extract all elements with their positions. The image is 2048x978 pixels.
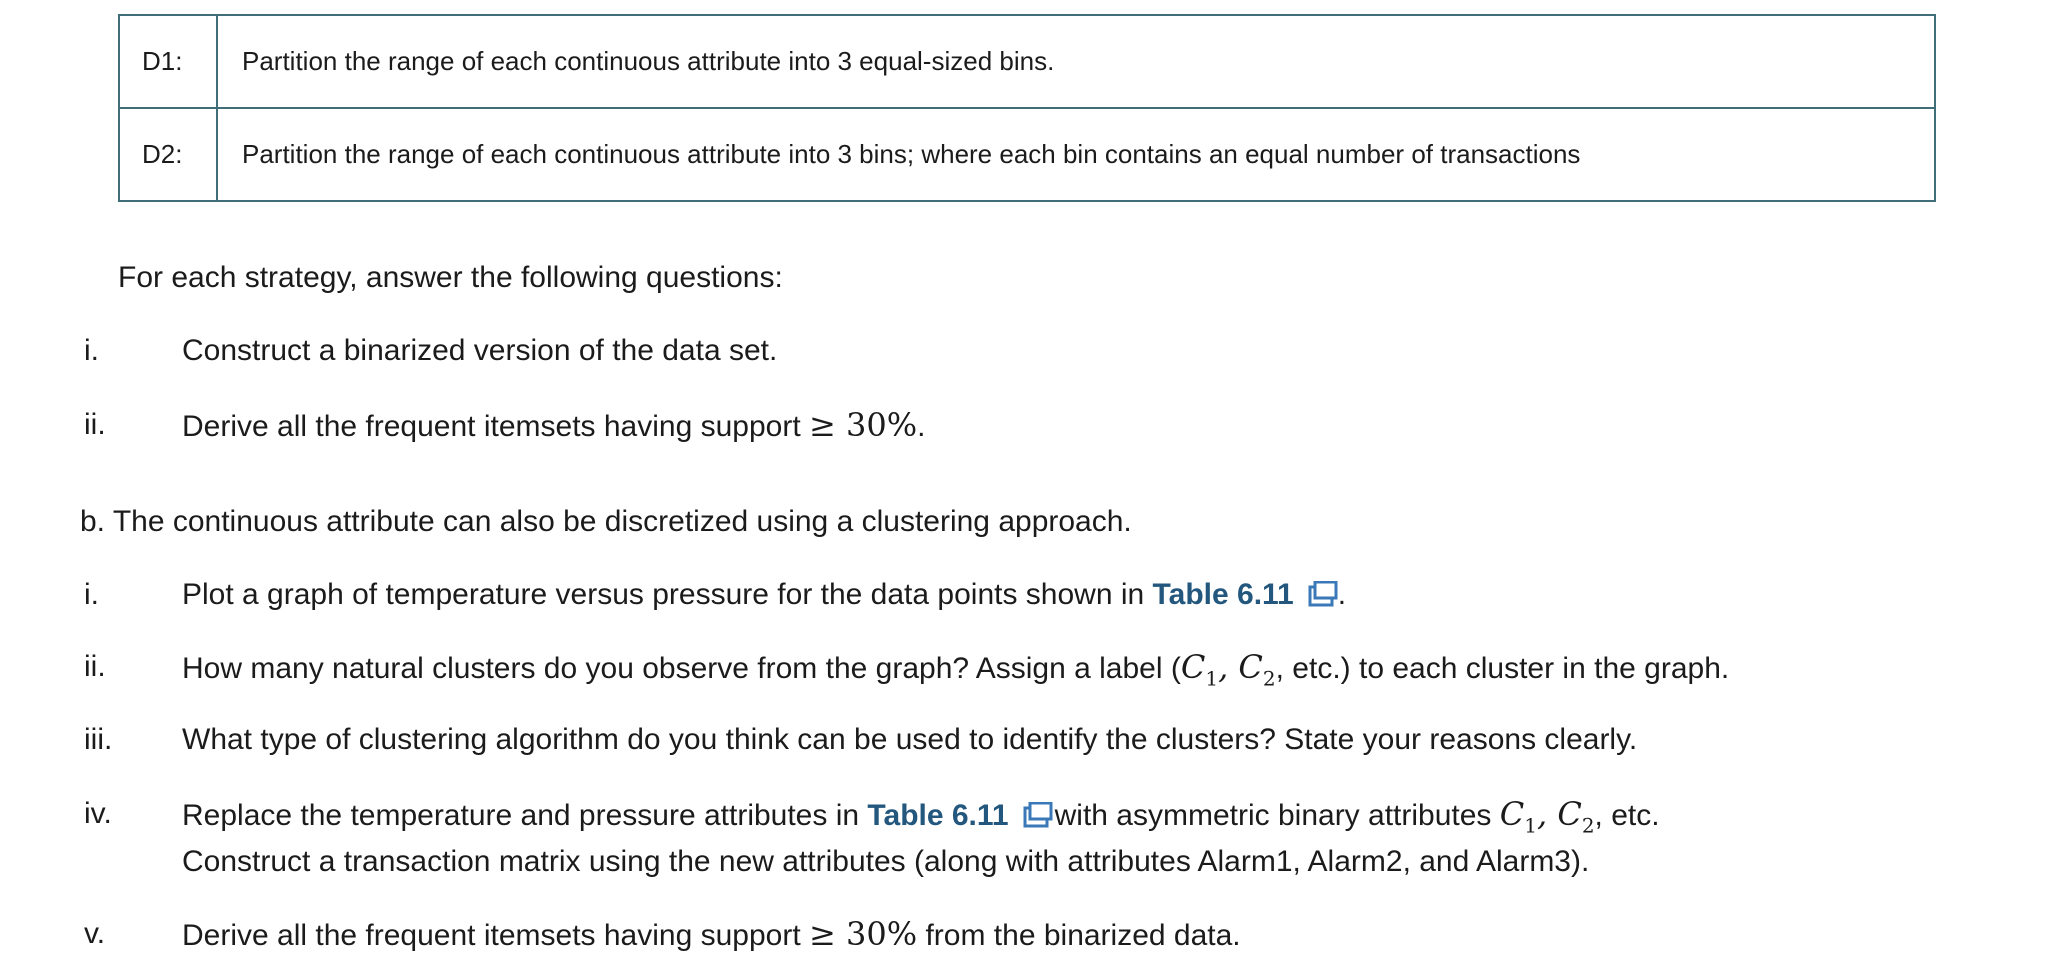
question-text-line2: Construct a transaction matrix using the new attributes (along with attributes Alarm1, Alarm2, and Alarm3).: [182, 845, 1590, 878]
item-number: iv.: [84, 797, 112, 830]
cluster-label-math: $C_1$, $C_2$: [1180, 648, 1276, 691]
question-text: Derive all the frequent itemsets having support: [182, 919, 801, 952]
question-text: Derive all the frequent itemsets having support: [182, 410, 801, 443]
open-in-new-window-icon[interactable]: [1308, 578, 1338, 618]
discretization-strategy-table: [118, 14, 1936, 202]
question-text-mid: with asymmetric binary attributes: [1054, 799, 1492, 832]
strategy-key: D1:: [119, 15, 217, 108]
table-row: [119, 108, 1935, 201]
open-in-new-window-icon[interactable]: [1023, 799, 1053, 839]
item-number: ii.: [84, 650, 106, 683]
strategy-description: Partition the range of each continuous attribute into 3 bins; where each bin contains an equal number of transactions: [217, 108, 1935, 201]
question-item: [182, 794, 1660, 845]
support-threshold-math: ≥ 30%: [809, 406, 918, 444]
question-item: [182, 647, 1729, 698]
part-b-heading: b. The continuous attribute can also be discretized using a clustering approach.: [80, 505, 1132, 538]
question-text: Replace the temperature and pressure attributes in: [182, 799, 860, 832]
item-number: iii.: [84, 723, 113, 756]
question-text-end: .: [917, 410, 926, 443]
table-row: [119, 15, 1935, 108]
question-text: Plot a graph of temperature versus pressure for the data points shown in: [182, 578, 1145, 611]
question-item: [182, 914, 1241, 956]
question-text-end: from the binarized data.: [925, 919, 1241, 952]
item-number: v.: [84, 917, 106, 950]
table-link[interactable]: Table 6.11: [1152, 578, 1294, 611]
question-text: Construct a binarized version of the data set.: [182, 334, 778, 367]
question-text: What type of clustering algorithm do you think can be used to identify the clusters? State your reasons clearly.: [182, 723, 1638, 756]
item-number: i.: [84, 578, 99, 611]
question-text-end: , etc.) to each cluster in the graph.: [1275, 652, 1730, 685]
question-text-end: , etc.: [1594, 799, 1660, 832]
question-item: [182, 575, 1346, 618]
item-number: ii.: [84, 408, 106, 441]
support-threshold-math: ≥ 30%: [809, 915, 918, 953]
strategy-key: D2:: [119, 108, 217, 201]
question-item: [182, 405, 925, 447]
item-number: i.: [84, 334, 99, 367]
cluster-label-math: $C_1$, $C_2$: [1499, 795, 1595, 838]
question-text-end: .: [1337, 578, 1347, 611]
strategy-description: Partition the range of each continuous attribute into 3 equal-sized bins.: [217, 15, 1935, 108]
question-text: How many natural clusters do you observe from the graph? Assign a label (: [182, 652, 1181, 685]
table-link[interactable]: Table 6.11: [867, 799, 1009, 832]
intro-text: For each strategy, answer the following questions:: [118, 261, 783, 294]
